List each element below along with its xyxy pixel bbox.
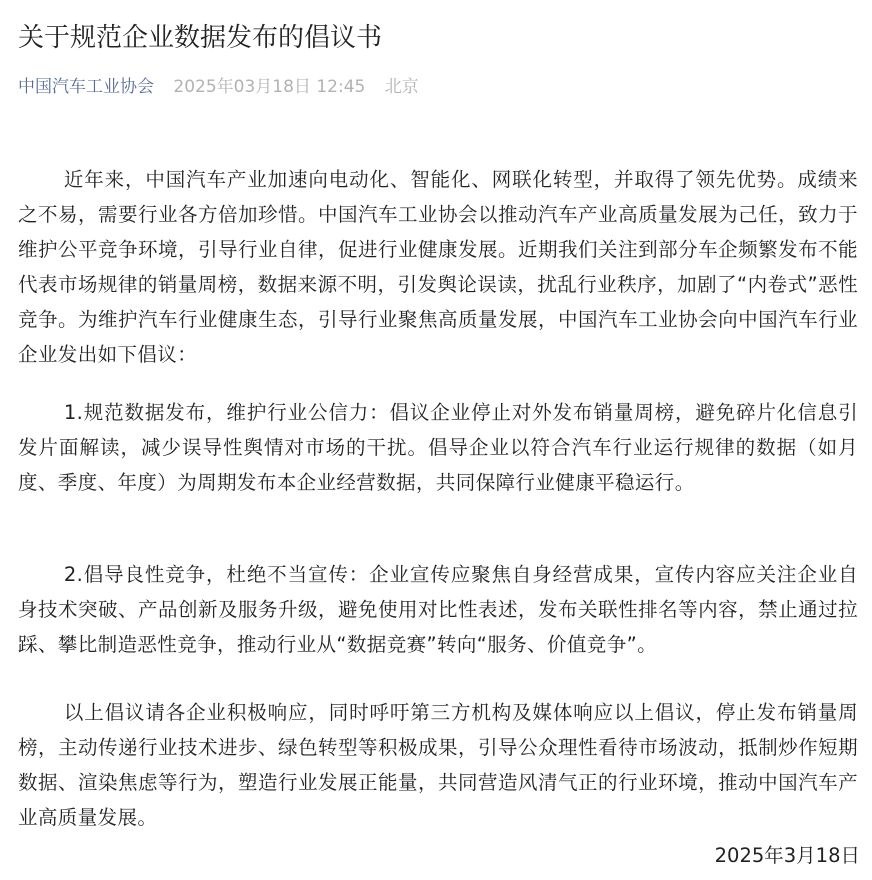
article-title: 关于规范企业数据发布的倡议书 [18, 23, 383, 53]
signature-date: 2025年3月18日 [714, 844, 860, 867]
paragraph-closing: 以上倡议请各企业积极响应，同时呼吁第三方机构及媒体响应以上倡议，停止发布销量周榜，主动传递行业技术进步、绿色转型等积极成果，引导公众理性看待市场波动，抵制炒作短期数据、渲染焦虑等行为，塑造行业发展正能量，共同营造风清气正的行业环境，推动中国汽车产业高质量发展。 [18, 700, 858, 829]
publish-location: 北京 [384, 77, 419, 97]
article-meta [18, 74, 419, 100]
paragraph-proposal-1: 1.规范数据发布，维护行业公信力：倡议企业停止对外发布销量周榜，避免碎片化信息引发片面解读，减少误导性舆情对市场的干扰。倡导企业以符合汽车行业运行规律的数据（如月度、季度、年度）为周期发布本企业经营数据，共同保障行业健康平稳运行。 [18, 400, 858, 494]
paragraph-proposal-2: 2.倡导良性竞争，杜绝不当宣传：企业宣传应聚焦自身经营成果，宣传内容应关注企业自身技术突破、产品创新及服务升级，避免使用对比性表述，发布关联性排名等内容，禁止通过拉踩、攀比制造恶性竞争，推动行业从“数据竞赛”转向“服务、价值竞争”。 [18, 562, 858, 656]
publisher-link[interactable]: 中国汽车工业协会 [18, 77, 154, 97]
publish-time: 2025年03月18日 12:45 [173, 77, 366, 97]
paragraph-intro: 近年来，中国汽车产业加速向电动化、智能化、网联化转型，并取得了领先优势。成绩来之不易，需要行业各方倍加珍惜。中国汽车工业协会以推动汽车产业高质量发展为己任，致力于维护公平竞争环境，引导行业自律，促进行业健康发展。近期我们关注到部分车企频繁发布不能代表市场规律的销量周榜，数据来源不明，引发舆论误读，扰乱行业秩序，加剧了“内卷式”恶性竞争。为维护汽车行业健康生态，引导行业聚焦高质量发展，中国汽车工业协会向中国汽车行业企业发出如下倡议： [18, 167, 858, 366]
